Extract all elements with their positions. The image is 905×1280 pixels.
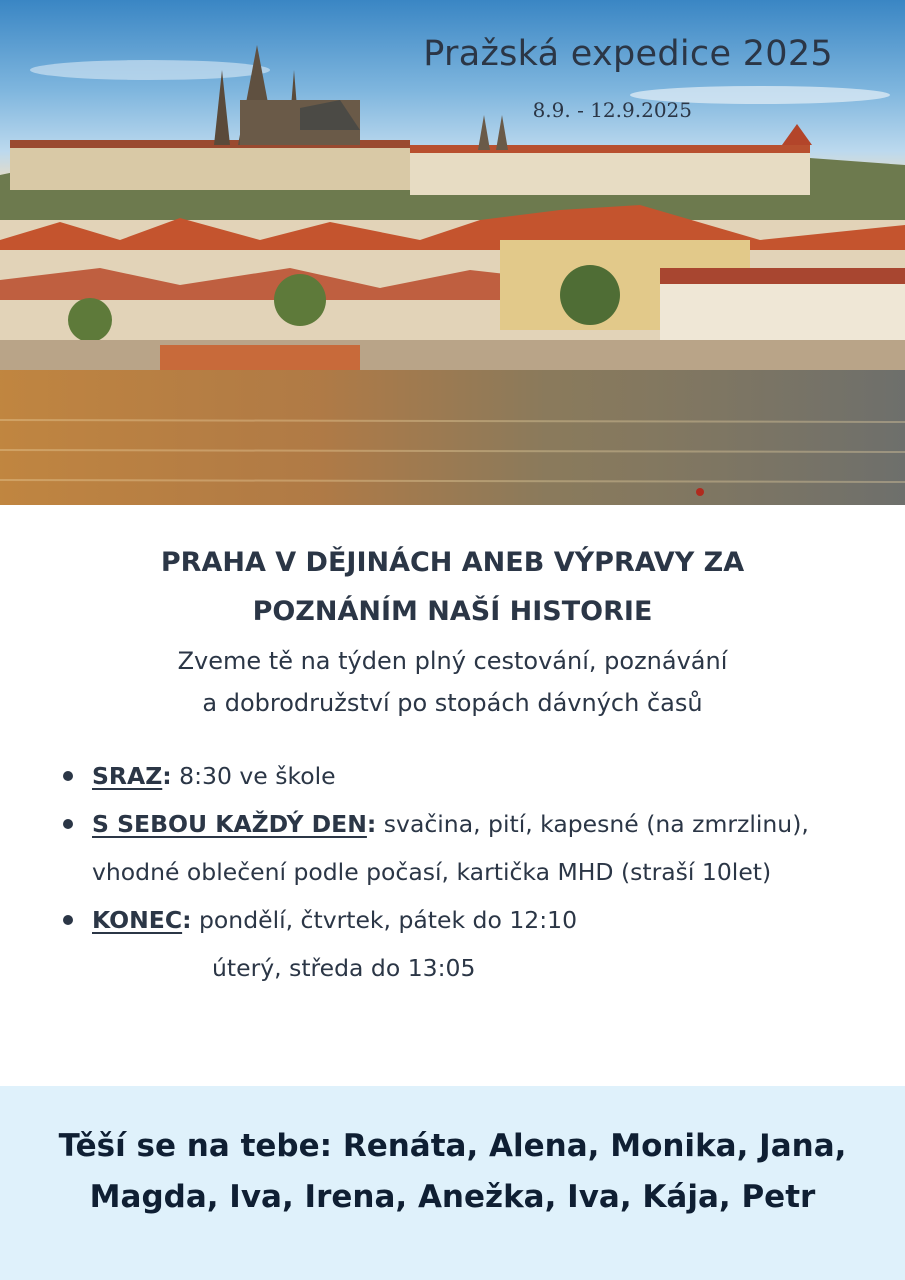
main-heading-line: PRAHA V DĚJINÁCH ANEB VÝPRAVY ZA <box>160 547 745 578</box>
prague-panorama-image <box>0 0 905 505</box>
organizers-line: Magda, Iva, Irena, Anežka, Iva, Kája, Petr <box>89 1179 816 1215</box>
bring-value: svačina, pití, kapesné (na zmrzlinu), vhodné oblečení podle počasí, kartička MHD (straší 10let) <box>92 810 809 886</box>
bullet-icon <box>63 915 73 925</box>
info-list <box>60 752 850 992</box>
meeting-value: 8:30 ve škole <box>179 762 336 790</box>
end-value: pondělí, čtvrtek, pátek do 12:10 <box>199 906 578 934</box>
poster-title: Pražská expedice 2025 <box>423 34 833 74</box>
end-value-secondary: úterý, středa do 13:05 <box>212 954 476 982</box>
invitation-line: a dobrodružství po stopách dávných časů <box>202 689 703 717</box>
end-label: KONEC <box>92 906 183 934</box>
list-item-bring: S SEBOU KAŽDÝ DEN: svačina, pití, kapesné (na zmrzlinu), vhodné oblečení podle počasí, kartička MHD (straší 10let) <box>60 800 850 896</box>
meeting-label: SRAZ <box>92 762 163 790</box>
bullet-icon <box>63 819 73 829</box>
invitation-text <box>60 640 845 724</box>
organizers-line: Těší se na tebe: Renáta, Alena, Monika, Jana, <box>58 1128 847 1164</box>
invitation-line: Zveme tě na týden plný cestování, poznávání <box>177 647 728 675</box>
hero-photo <box>0 0 905 505</box>
event-dates: 8.9. - 12.9.2025 <box>532 98 692 122</box>
organizers-text <box>20 1121 885 1223</box>
list-item-end: KONEC: pondělí, čtvrtek, pátek do 12:10 úterý, středa do 13:05 <box>60 896 850 992</box>
footer-banner <box>0 1086 905 1280</box>
bullet-icon <box>63 771 73 781</box>
bring-label: S SEBOU KAŽDÝ DEN <box>92 810 367 838</box>
main-heading <box>60 538 845 636</box>
list-item-meeting: SRAZ: 8:30 ve škole <box>60 752 850 800</box>
main-heading-line: POZNÁNÍM NAŠÍ HISTORIE <box>252 596 653 627</box>
